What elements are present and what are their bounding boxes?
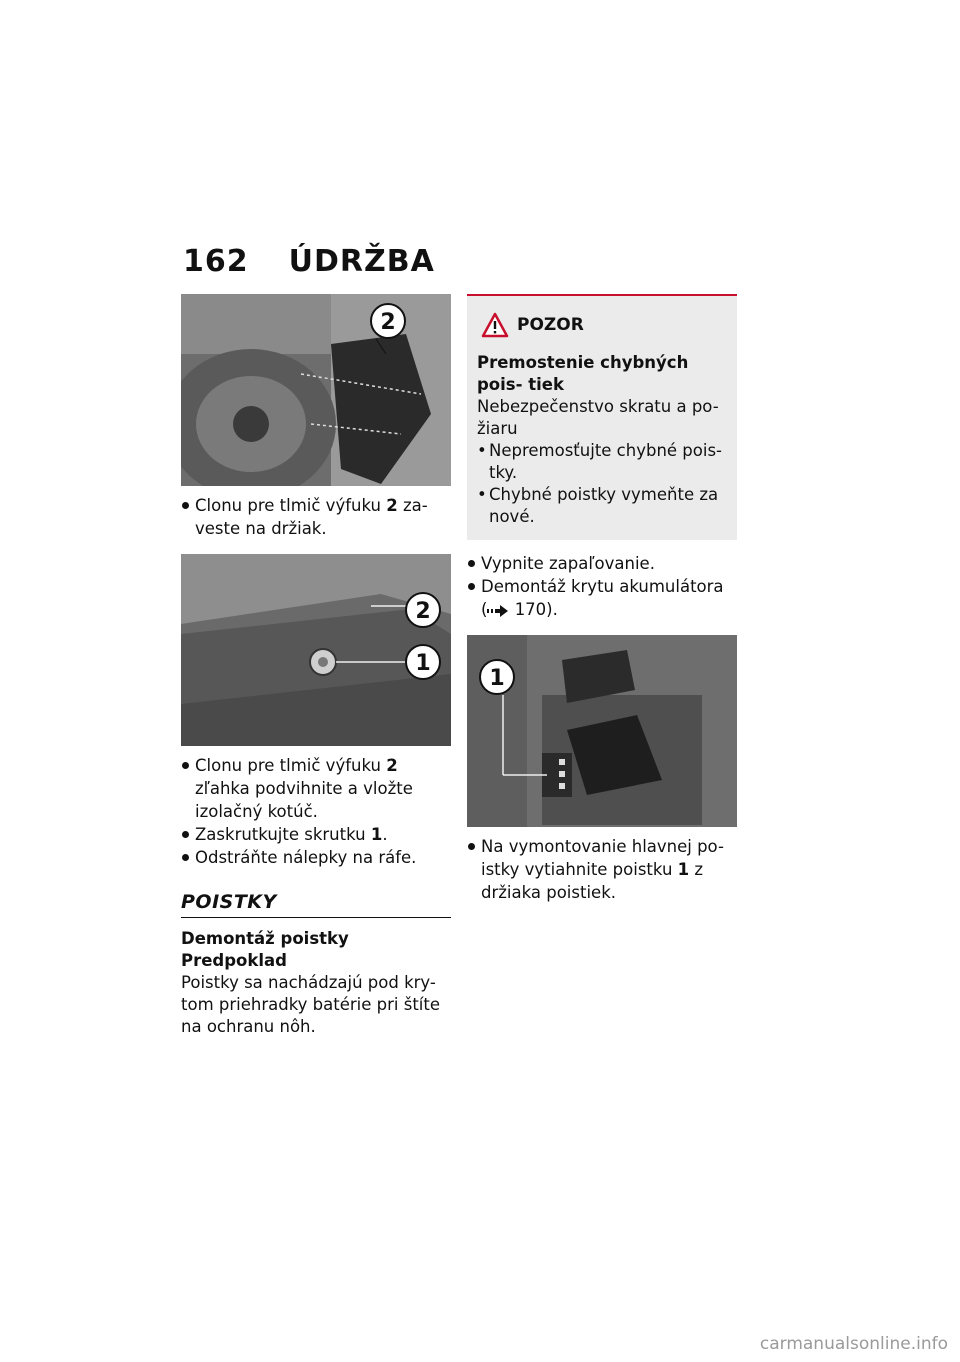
list-item: • Chybné poistky vymeňte za nové. bbox=[477, 484, 727, 528]
page-header bbox=[183, 244, 435, 279]
warning-text: Nebezpečenstvo skratu a po- žiaru bbox=[477, 397, 719, 438]
list-item: Zaskrutkujte skrutku 1. bbox=[181, 823, 451, 846]
right-column bbox=[467, 294, 737, 904]
bullets-step4 bbox=[467, 835, 737, 904]
photo1-callout: 2 bbox=[380, 310, 396, 335]
photo2-callout-2: 2 bbox=[415, 599, 431, 624]
photo-muffler-shield bbox=[181, 294, 451, 486]
photo3-callout: 1 bbox=[489, 666, 505, 691]
arrow-right-icon bbox=[487, 605, 509, 617]
page-reference[interactable]: ( 170). bbox=[481, 600, 558, 619]
page-number: 162 bbox=[183, 244, 249, 279]
subhead-demontaz: Demontáž poistky bbox=[181, 929, 349, 948]
bullets-step1 bbox=[181, 494, 451, 540]
warning-box bbox=[467, 294, 737, 540]
photo2-callout-1: 1 bbox=[415, 651, 431, 676]
paragraph-fuse-location: Poistky sa nachádzajú pod kry- tom priehradky batérie pri štíte na ochranu nôh. bbox=[181, 973, 441, 1036]
photo-muffler-shield-image bbox=[181, 294, 451, 486]
photo-shield-screw bbox=[181, 554, 451, 746]
list-item: Demontáž krytu akumulátora ( 170). bbox=[467, 575, 737, 621]
warning-title: POZOR bbox=[517, 315, 584, 335]
list-item: Odstráňte nálepky na ráfe. bbox=[181, 846, 451, 869]
list-item: Na vymontovanie hlavnej po- istky vytiahnite poistku 1 z držiaka poistiek. bbox=[467, 835, 737, 904]
list-item: Clonu pre tlmič výfuku 2 za- veste na držiak. bbox=[181, 494, 451, 540]
photo-fuse-holder-image bbox=[467, 635, 737, 827]
chapter-title: ÚDRŽBA bbox=[288, 244, 435, 279]
bullets-step3 bbox=[467, 552, 737, 621]
subhead-predpoklad: Predpoklad bbox=[181, 951, 287, 970]
warning-list bbox=[477, 440, 727, 528]
list-item: • Nepremosťujte chybné pois- tky. bbox=[477, 440, 727, 484]
section-title: POISTKY bbox=[181, 891, 277, 913]
bullets-step2 bbox=[181, 754, 451, 869]
warning-triangle-icon bbox=[481, 312, 509, 338]
warning-subtitle: Premostenie chybných pois- tiek bbox=[477, 353, 689, 394]
photo-fuse-holder bbox=[467, 635, 737, 827]
left-column bbox=[181, 294, 451, 1038]
list-item: Vypnite zapaľovanie. bbox=[467, 552, 737, 575]
list-item: Clonu pre tlmič výfuku 2 zľahka podvihnite a vložte izolačný kotúč. bbox=[181, 754, 451, 823]
photo-shield-screw-image bbox=[181, 554, 451, 746]
section-divider bbox=[181, 917, 451, 918]
warning-header bbox=[477, 312, 727, 338]
watermark: carmanualsonline.info bbox=[759, 1334, 948, 1354]
